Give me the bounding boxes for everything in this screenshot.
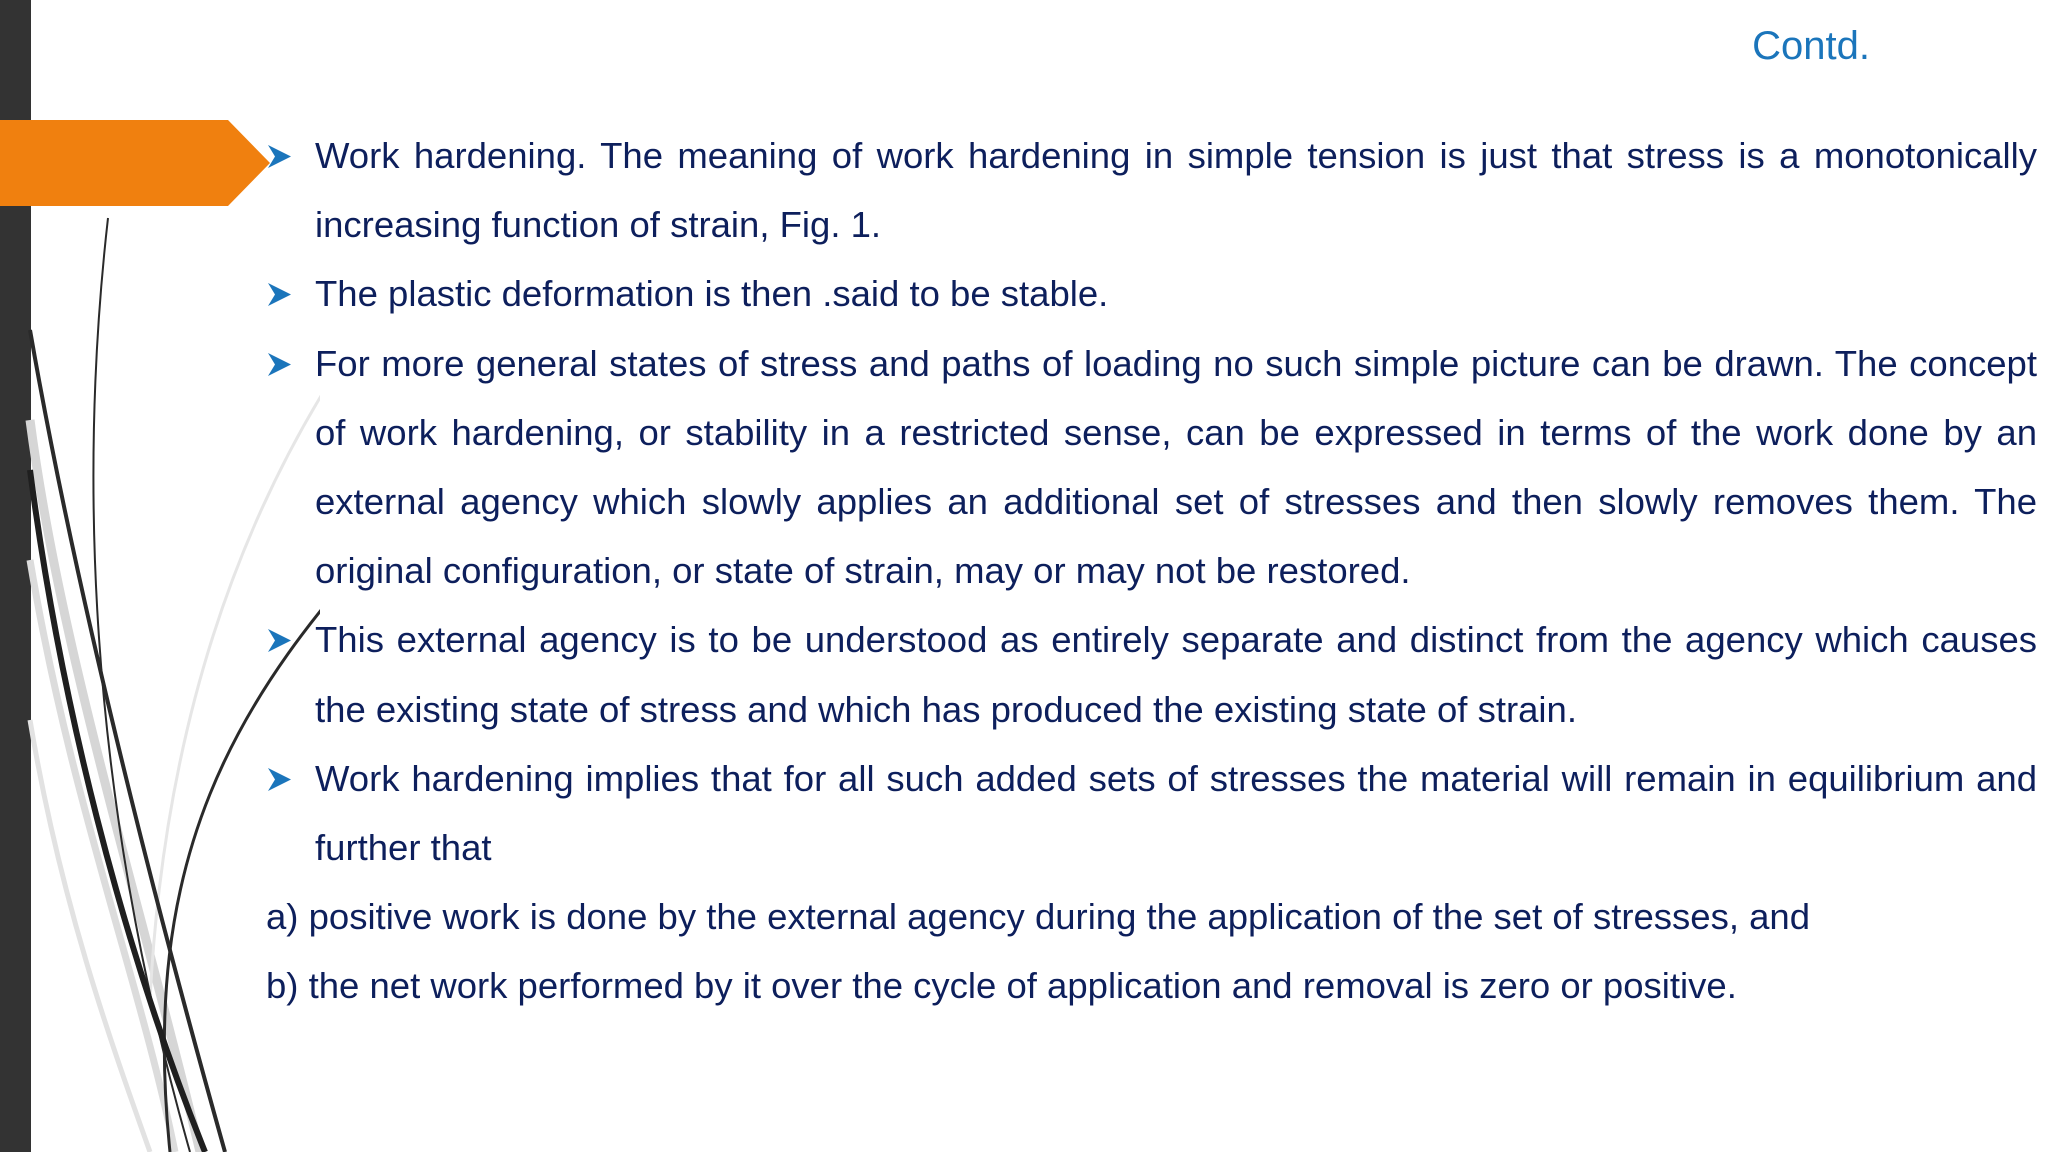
bullet-item: [266, 744, 2037, 882]
right-arrowhead-icon: [266, 143, 293, 170]
bullet-item: [266, 605, 2037, 743]
right-arrowhead-icon: [266, 281, 293, 308]
bullet-item: [266, 121, 2037, 259]
bullet-item: [266, 259, 2037, 328]
bullet-text: This external agency is to be understood as entirely separate and distinct from the agency which causes the existing state of stress and which has produced the existing state of strain.: [315, 619, 2037, 730]
right-arrowhead-icon: [266, 351, 293, 378]
bullet-text: For more general states of stress and paths of loading no such simple picture can be drawn. The concept of work hardening, or stability in a restricted sense, can be expressed in terms of the work done by an external agency which slowly applies an additional set of stresses and then slowly removes them. The original configuration, or state of strain, may or may not be restored.: [315, 342, 2037, 592]
bullet-text: Work hardening implies that for all such added sets of stresses the material will remain in equilibrium and further that: [315, 757, 2037, 869]
condition-b: b) the net work performed by it over the cycle of application and removal is zero or positive.: [266, 965, 1737, 1007]
bullet-text: The plastic deformation is then .said to be stable.: [315, 273, 1109, 315]
bullet-text: Work hardening. The meaning of work hardening in simple tension is just that stress is a monotonically increasing function of strain, Fig. 1.: [315, 135, 2037, 246]
right-arrowhead-icon: [266, 627, 293, 654]
bullet-item: [266, 329, 2037, 606]
orange-accent-tab: [0, 120, 270, 206]
condition-a: a) positive work is done by the external agency during the application of the set of stresses, and: [266, 896, 1811, 938]
right-arrowhead-icon: [266, 766, 293, 793]
slide-content: [266, 121, 2037, 1021]
page-title: Contd.: [1752, 24, 1870, 68]
